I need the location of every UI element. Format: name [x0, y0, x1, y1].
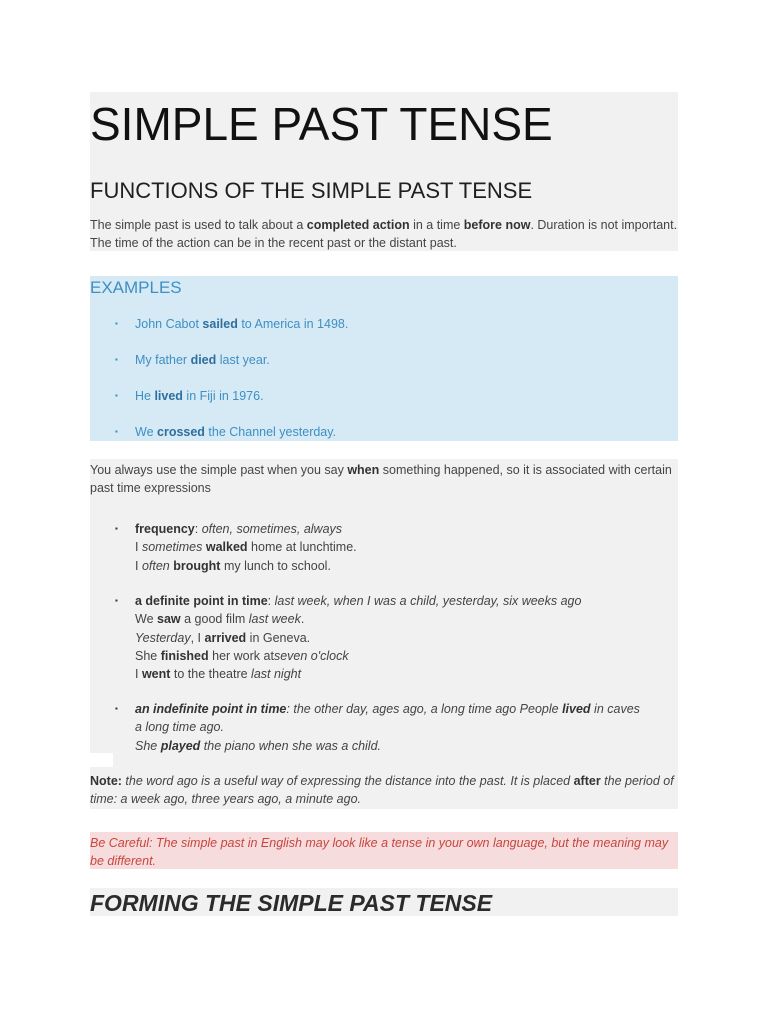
forming-section	[90, 888, 678, 916]
indefinite-examples: the other day, ages ago, a long time ago People	[293, 702, 563, 716]
bullet-icon: ▪	[115, 596, 118, 605]
text: my lunch to school.	[220, 558, 331, 573]
italic-text: the piano when she was a child.	[200, 738, 381, 753]
example-text: to America in 1498.	[237, 317, 349, 331]
frequency-example-1	[115, 538, 675, 556]
note-text: the period of time: a week ago, three years ago, a minute ago.	[90, 774, 674, 806]
italic-text: last night	[251, 667, 302, 682]
example-verb: sailed	[202, 317, 238, 331]
verb: brought	[173, 558, 221, 573]
verb: walked	[205, 540, 248, 555]
functions-heading: FUNCTIONS OF THE SIMPLE PAST TENSE	[90, 178, 533, 203]
usage-section	[90, 459, 678, 809]
verb: played	[160, 738, 201, 753]
frequency-label: frequency	[135, 522, 195, 536]
intro-bold: before now	[463, 218, 531, 232]
italic-text: in caves	[590, 702, 640, 716]
definite-examples: last week, when I was a child, yesterday, six weeks ago	[274, 594, 582, 608]
colon: :	[267, 594, 275, 608]
example-item	[115, 315, 348, 333]
text: I	[135, 558, 142, 573]
text: I	[135, 540, 142, 555]
example-text: in Fiji in 1976.	[182, 389, 264, 403]
indefinite-line	[115, 700, 675, 718]
intro-text: . Duration is not important. The time of the action can be in the recent past or the distant past.	[90, 218, 678, 250]
definite-example-1	[115, 610, 675, 628]
usage-text: something happened, so it is associated with certain past time expressions	[90, 463, 672, 495]
colon: :	[194, 522, 202, 536]
example-text: We	[135, 425, 157, 439]
intro-paragraph	[90, 216, 678, 252]
block-notch	[90, 753, 113, 767]
verb: lived	[562, 702, 591, 716]
example-verb: crossed	[157, 425, 205, 439]
note-paragraph	[90, 772, 678, 808]
indefinite-example-2	[115, 737, 675, 755]
forming-heading: FORMING THE SIMPLE PAST TENSE	[90, 890, 493, 916]
example-text: My father	[135, 353, 191, 367]
verb: finished	[160, 648, 209, 663]
text: her work at	[208, 648, 274, 663]
example-item	[115, 387, 264, 405]
examples-section	[90, 276, 678, 441]
example-text: the Channel yesterday.	[204, 425, 337, 439]
bullet-icon: ▪	[115, 427, 118, 436]
usage-bold: when	[347, 463, 380, 477]
verb: arrived	[204, 630, 247, 645]
note-text: the word ago is a useful way of expressing the distance into the past. It is placed	[121, 774, 574, 788]
bullet-icon: ▪	[115, 524, 118, 533]
indefinite-item	[115, 700, 675, 755]
note-label: Note:	[90, 774, 122, 788]
example-text: last year.	[216, 353, 270, 367]
careful-section	[90, 832, 678, 869]
bullet-icon: ▪	[115, 319, 118, 328]
example-verb: died	[190, 353, 217, 367]
definite-label: a definite point in time	[135, 594, 268, 608]
text: I	[135, 667, 142, 682]
text: in Geneva.	[246, 630, 311, 645]
italic-text: often	[141, 558, 170, 573]
note-bold: after	[573, 774, 601, 788]
bullet-icon: ▪	[115, 355, 118, 364]
indefinite-label: an indefinite point in time	[135, 702, 287, 716]
italic-text: last week	[248, 612, 301, 627]
example-verb: lived	[154, 389, 183, 403]
definite-example-3	[115, 647, 675, 665]
verb: saw	[157, 612, 181, 627]
definite-item	[115, 592, 675, 683]
text: home at lunchtime.	[247, 540, 357, 555]
frequency-example-2	[115, 557, 675, 575]
example-item	[115, 423, 336, 441]
indefinite-example-1	[115, 718, 675, 736]
careful-text: Be Careful: The simple past in English may look like a tense in your own language, but the meaning may be different.	[90, 836, 669, 868]
frequency-examples: often, sometimes, always	[201, 522, 343, 536]
intro-text: in a time	[409, 218, 464, 232]
bullet-icon: ▪	[115, 704, 118, 713]
usage-text: You always use the simple past when you say	[90, 463, 348, 477]
definite-example-4	[115, 665, 675, 683]
example-text: He	[135, 389, 155, 403]
text: , I	[190, 630, 205, 645]
text: to the theatre	[170, 667, 252, 682]
frequency-line	[115, 520, 675, 538]
text: She	[135, 648, 161, 663]
text: .	[300, 612, 305, 627]
examples-heading: EXAMPLES	[90, 278, 182, 297]
text: We	[135, 612, 157, 627]
intro-bold: completed action	[306, 218, 410, 232]
verb: went	[141, 667, 171, 682]
page-title: SIMPLE PAST TENSE	[90, 98, 553, 150]
title-section	[90, 92, 678, 251]
italic-text: seven o'clock	[273, 648, 349, 663]
italic-text: Yesterday	[135, 630, 191, 645]
frequency-item	[115, 520, 675, 575]
example-text: John Cabot	[135, 317, 203, 331]
italic-text: She	[135, 738, 161, 753]
intro-text: The simple past is used to talk about a	[90, 218, 307, 232]
italic-text: a long time ago.	[135, 720, 224, 735]
example-item	[115, 351, 270, 369]
definite-line	[115, 592, 675, 610]
definite-example-2	[115, 629, 675, 647]
colon: :	[286, 702, 294, 716]
italic-text: sometimes	[141, 540, 203, 555]
text: a good film	[180, 612, 249, 627]
usage-intro	[90, 461, 678, 497]
bullet-icon: ▪	[115, 391, 118, 400]
